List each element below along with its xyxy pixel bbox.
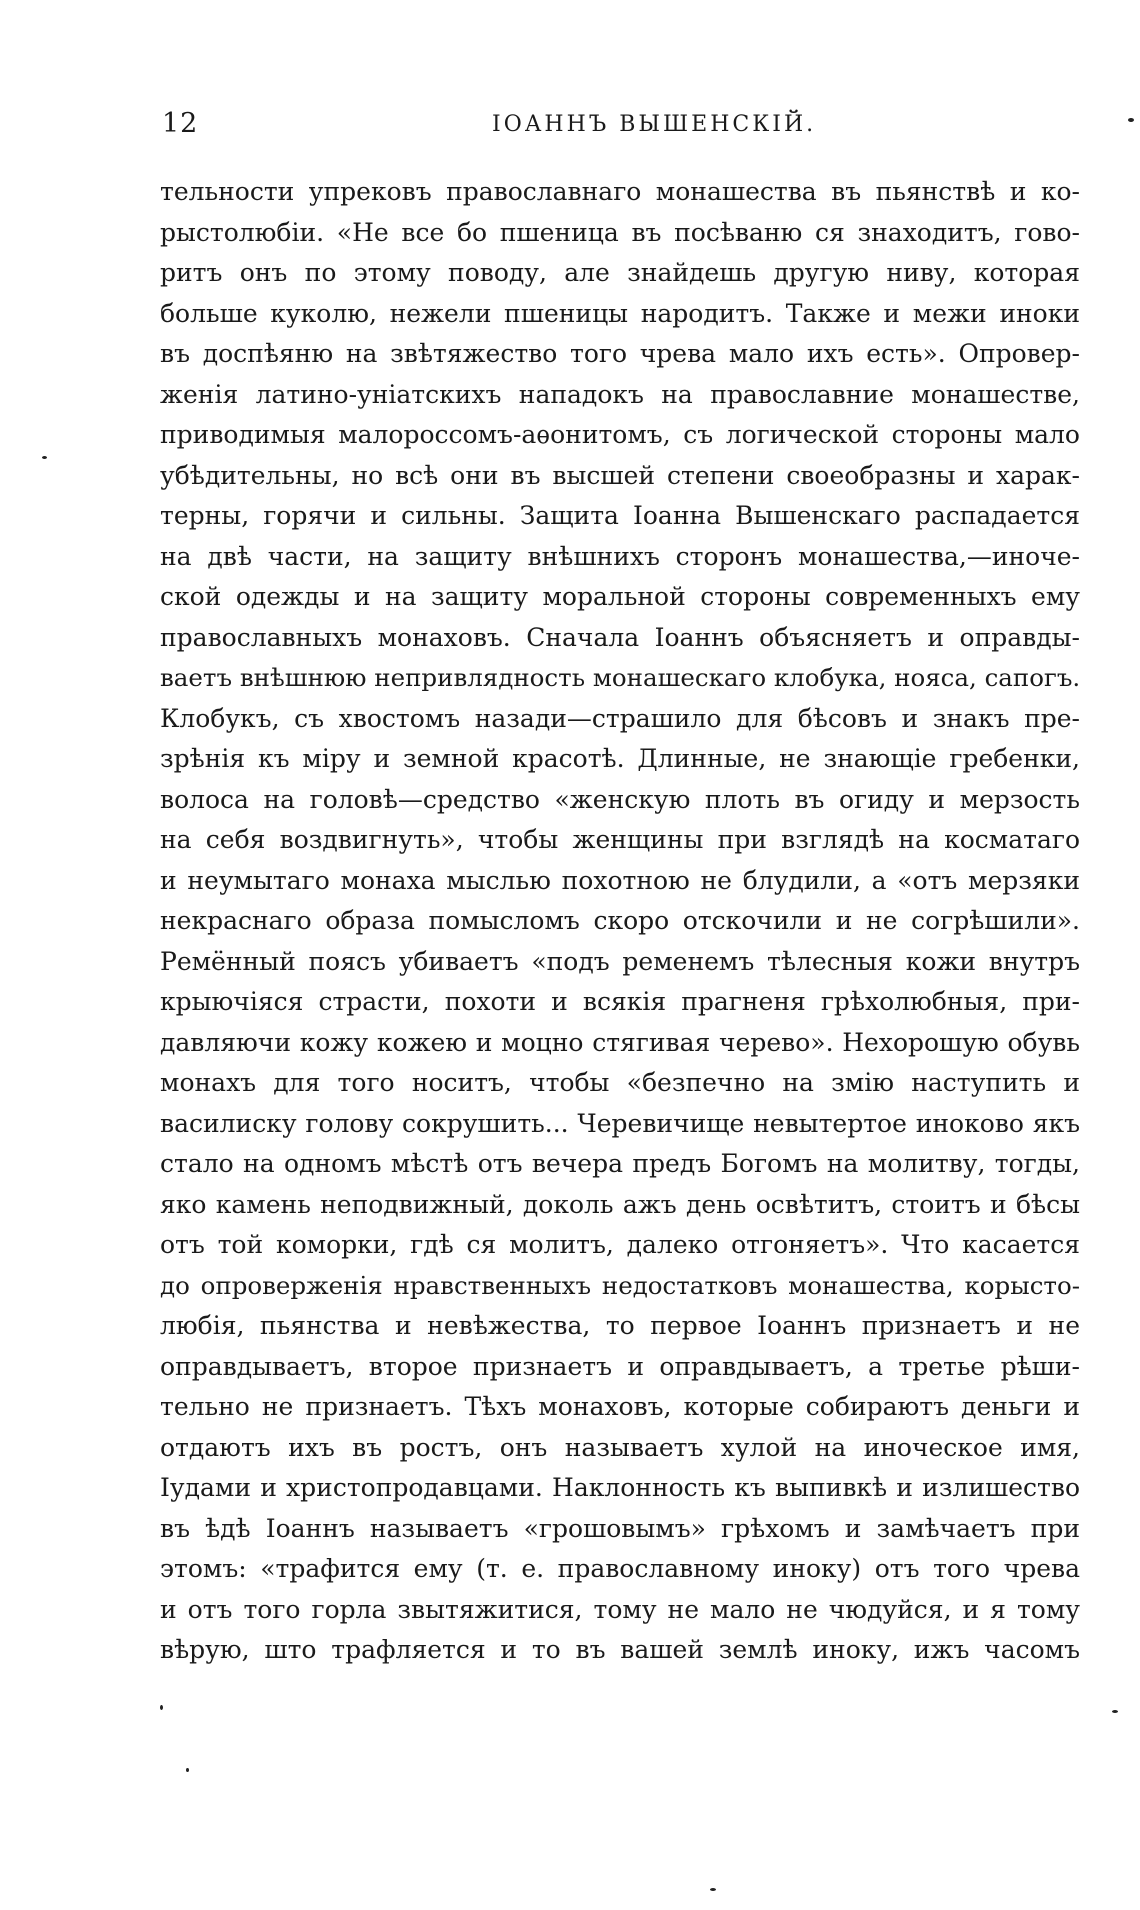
text-line: ритъ онъ по этому поводу, але знайдешь другую ниву, которая: [160, 258, 1080, 287]
scan-speck: [1128, 118, 1134, 122]
text-line: этомъ: «трафится ему (т. е. православному иноку) отъ того чрева: [160, 1554, 1080, 1583]
text-line: любія, пьянства и невѣжества, то первое Іоаннъ признаетъ и не: [160, 1311, 1080, 1340]
text-line: терны, горячи и сильны. Защита Іоанна Вышенскаго распадается: [160, 501, 1080, 530]
text-line: и отъ того горла звытяжитися, тому не мало не чюдуйся, и я тому: [160, 1594, 1080, 1624]
page-number: 12: [162, 108, 199, 139]
text-line: больше куколю, нежели пшеницы народитъ. Также и межи иноки: [160, 298, 1080, 328]
text-line: Іудами и христопродавцами. Наклонность къ выпивкѣ и излишество: [160, 1473, 1080, 1502]
text-line: Клобукъ, съ хвостомъ назади—страшило для бѣсовъ и знакъ пре-: [160, 703, 1080, 733]
text-line: отдаютъ ихъ въ ростъ, онъ называетъ хулой на иноческое имя,: [160, 1432, 1080, 1462]
text-line: василиску голову сокрушить... Черевичище невытертое иноково якъ: [160, 1108, 1080, 1138]
text-line: ваетъ внѣшнюю непривлядность монашескаго клобука, нояса, сапогъ.: [160, 663, 1081, 692]
scan-speck: [710, 1888, 716, 1891]
running-title: ІОАННЪ ВЫШЕНСКІЙ.: [492, 112, 817, 137]
scan-speck: [1112, 1710, 1118, 1713]
text-line: волоса на головѣ—средство «женскую плоть въ огиду и мерзость: [160, 784, 1080, 814]
text-line: зрѣнія къ міру и земной красотѣ. Длинные, не знающіе гребенки,: [160, 744, 1080, 773]
text-line: тельно не признаетъ. Тѣхъ монаховъ, которые собираютъ деньги и: [160, 1392, 1080, 1421]
text-line: приводимыя малороссомъ-аѳонитомъ, съ логической стороны мало: [160, 420, 1080, 449]
text-line: отъ той коморки, гдѣ ся молитъ, далеко отгоняетъ». Что касается: [160, 1230, 1080, 1259]
text-line: ской одежды и на защиту моральной стороны современныхъ ему: [160, 582, 1080, 611]
body-text: [160, 172, 1080, 1671]
text-line: на себя воздвигнуть», чтобы женщины при взглядѣ на косматаго: [160, 825, 1080, 854]
text-line: въ доспѣяню на звѣтяжество того чрева мало ихъ есть». Опровер-: [160, 339, 1080, 368]
text-line: и неумытаго монаха мыслью похотною не блудили, а «отъ мерзяки: [160, 865, 1080, 895]
text-line: женія латино-уніатскихъ нападокъ на православние монашестве,: [160, 379, 1080, 409]
text-line: монахъ для того носитъ, чтобы «безпечно на змію наступить и: [160, 1068, 1080, 1097]
text-line: Ремённый поясъ убиваетъ «подъ ременемъ тѣлесныя кожи внутръ: [160, 946, 1080, 976]
scan-speck: [186, 1768, 189, 1772]
text-line: въ ѣдѣ Іоаннъ называетъ «грошовымъ» грѣхомъ и замѣчаетъ при: [160, 1513, 1080, 1543]
scan-speck: [42, 456, 47, 459]
text-line: на двѣ части, на защиту внѣшнихъ сторонъ монашества,—иноче-: [160, 541, 1080, 571]
text-line: православныхъ монаховъ. Сначала Іоаннъ объясняетъ и оправды-: [160, 622, 1080, 652]
text-line: вѣрую, што трафляется и то въ вашей землѣ иноку, ижъ часомъ: [160, 1635, 1080, 1664]
text-line: крыючіяся страсти, похоти и всякія прагненя грѣхолюбныя, при-: [160, 987, 1080, 1016]
text-line: до опроверженія нравственныхъ недостатковъ монашества, корысто-: [160, 1270, 1080, 1300]
text-line: яко камень неподвижный, доколь ажъ день освѣтитъ, стоитъ и бѣсы: [160, 1189, 1080, 1219]
scan-speck: [160, 1705, 163, 1710]
page-header: [162, 108, 1082, 148]
text-line: убѣдительны, но всѣ они въ высшей степени своеобразны и харак-: [160, 460, 1080, 490]
text-line: давляючи кожу кожею и моцно стягивая черево». Нехорошую обувь: [160, 1027, 1080, 1057]
text-line: некраснаго образа помысломъ скоро отскочили и не согрѣшили».: [160, 906, 1080, 935]
text-line: стало на одномъ мѣстѣ отъ вечера предъ Богомъ на молитву, тогды,: [160, 1149, 1080, 1178]
text-line: тельности упрековъ православнаго монашества въ пьянствѣ и ко-: [160, 177, 1080, 206]
text-line: рыстолюбіи. «Не все бо пшеница въ посѣваню ся знаходитъ, гово-: [160, 217, 1080, 247]
text-line: оправдываетъ, второе признаетъ и оправдываетъ, а третье рѣши-: [160, 1351, 1080, 1381]
